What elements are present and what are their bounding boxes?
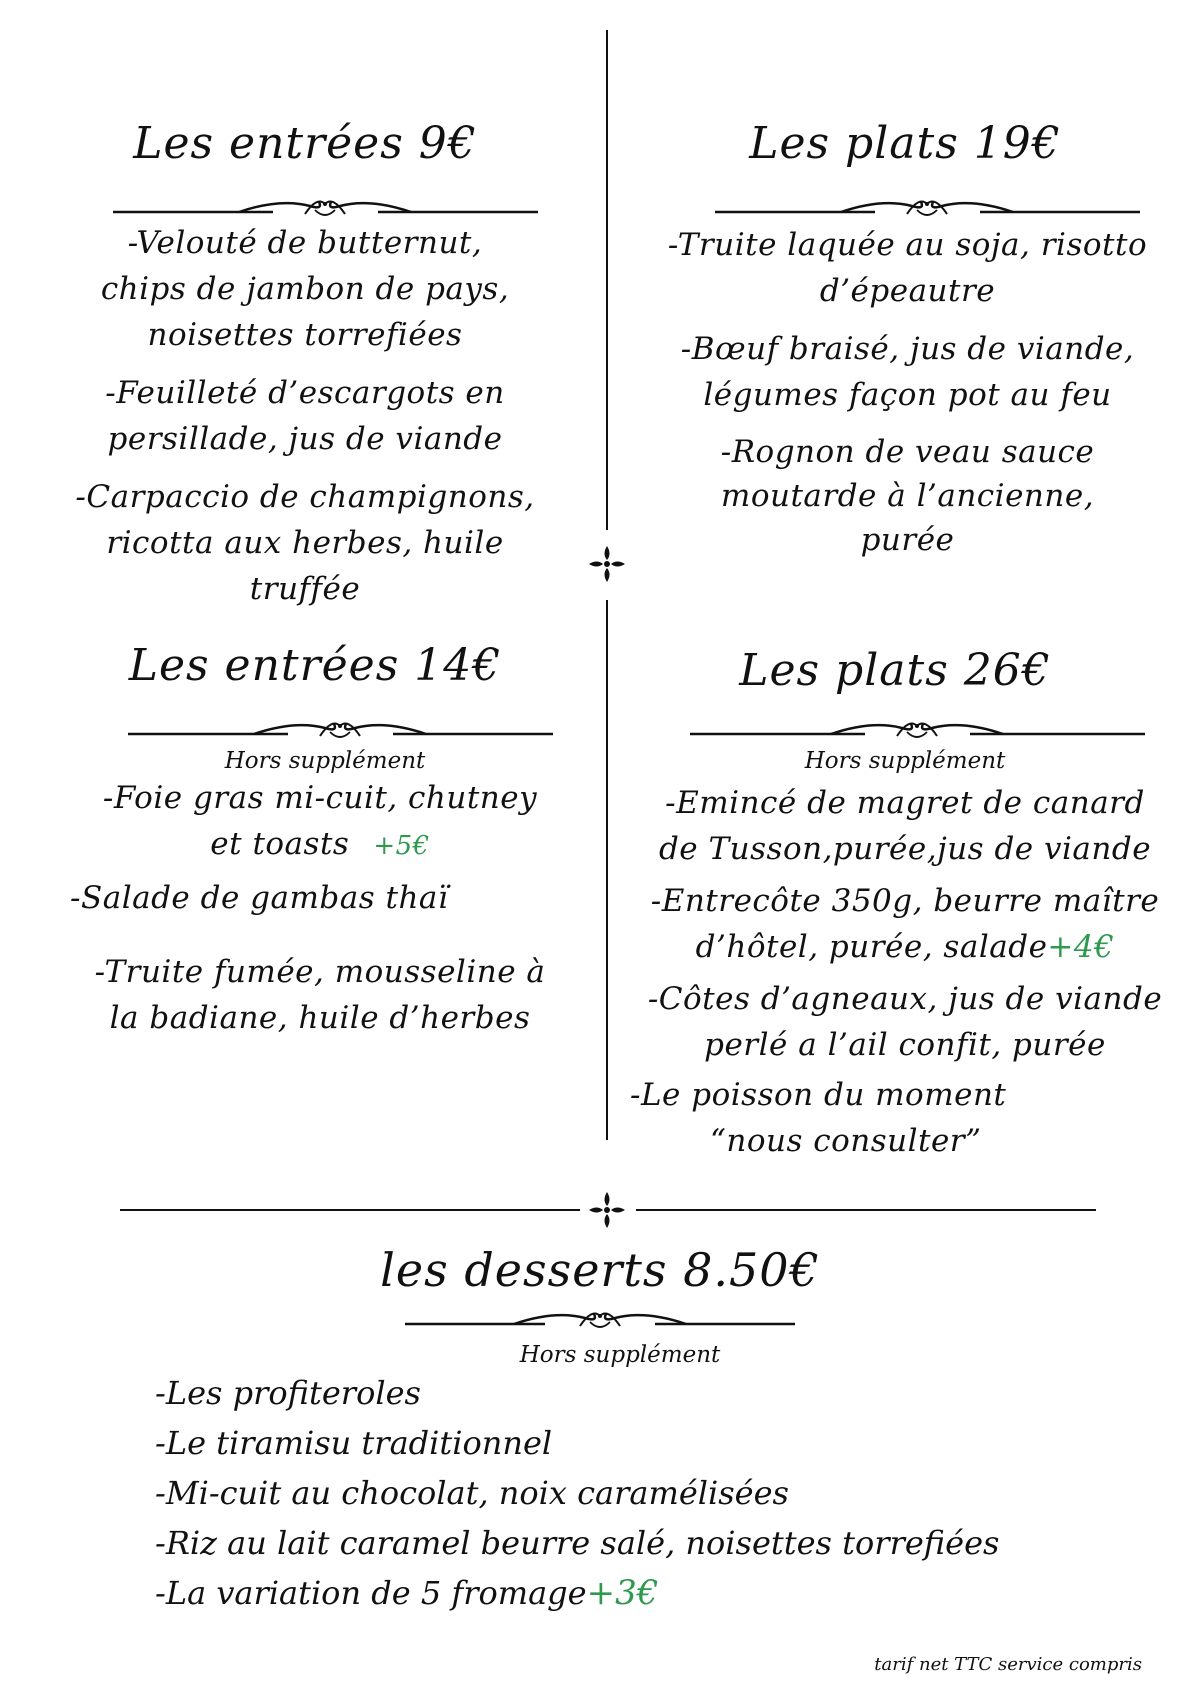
supplement-badge: +5€ [373,831,430,861]
entree-9-item: -Feuilleté d’escargots en persillade, jus de viande [105,375,505,457]
plats-26-flourish [690,712,1145,742]
dessert-item: -Mi-cuit au chocolat, noix caramélisées [155,1474,789,1512]
plat-26-item: -Emincé de magret de canard de Tusson,purée,jus de viande [658,785,1152,867]
dessert-item: -Les profiteroles [155,1374,421,1412]
entree-9-item: -Carpaccio de champignons, ricotta aux herbes, huile truffée [75,479,535,607]
entrees-14-note: Hors supplément [224,748,426,774]
plats-19-list [625,222,1190,562]
entree-14-item: -Salade de gambas thaï [70,880,449,916]
plats-26-note: Hors supplément [804,748,1006,774]
desserts-title: les desserts 8.50€ [380,1243,820,1297]
dessert-item: -La variation de 5 fromage+3€ [155,1573,659,1613]
plat-26-item: -Le poisson du moment “nous consulter” [630,1077,1007,1159]
desserts-separator-left [120,1209,580,1211]
footer-note: tarif net TTC service compris [874,1654,1142,1675]
entree-14-item: -Foie gras mi-cuit, chutney et toasts +5€ [102,780,538,862]
supplement-badge: +4€ [1047,929,1115,965]
plat-26-item: -Côtes d’agneaux, jus de viande perlé a l’ail confit, purée [647,981,1163,1063]
entrees-9-list [20,220,590,612]
center-cross-ornament [587,544,627,584]
entrees-9-title: Les entrées 9€ [133,118,477,169]
entrees-9-flourish [113,190,538,220]
entrees-14-list [30,775,610,1041]
desserts-list [155,1368,999,1618]
entrees-14-flourish [128,712,553,742]
desserts-separator-right [636,1209,1096,1211]
desserts-note: Hors supplément [519,1342,721,1368]
supplement-badge: +3€ [586,1573,659,1613]
plats-26-title: Les plats 26€ [739,645,1051,696]
dessert-item: -Riz au lait caramel beurre salé, noisettes torrefiées [155,1524,1000,1562]
plat-26-item: -Entrecôte 350g, beurre maître d’hôtel, purée, salade+4€ [650,883,1160,965]
center-divider-top [606,30,608,530]
plats-26-list [620,780,1190,1164]
dessert-item: -Le tiramisu traditionnel [155,1424,553,1462]
entree-9-item: -Velouté de butternut, chips de jambon de pays, noisettes torrefiées [100,225,510,353]
entree-14-item: -Truite fumée, mousseline à la badiane, huile d’herbes [94,954,546,1036]
plats-19-flourish [715,190,1140,220]
separator-cross-ornament [587,1190,627,1230]
plat-19-item: -Truite laquée au soja, risotto d’épeautre [667,227,1148,309]
plats-19-title: Les plats 19€ [749,118,1061,169]
entrees-14-title: Les entrées 14€ [128,640,502,691]
plat-19-item: -Rognon de veau sauce moutarde à l’ancienne, purée [720,434,1095,558]
plat-19-item: -Bœuf braisé, jus de viande, légumes façon pot au feu [680,331,1135,413]
desserts-flourish [405,1302,795,1332]
